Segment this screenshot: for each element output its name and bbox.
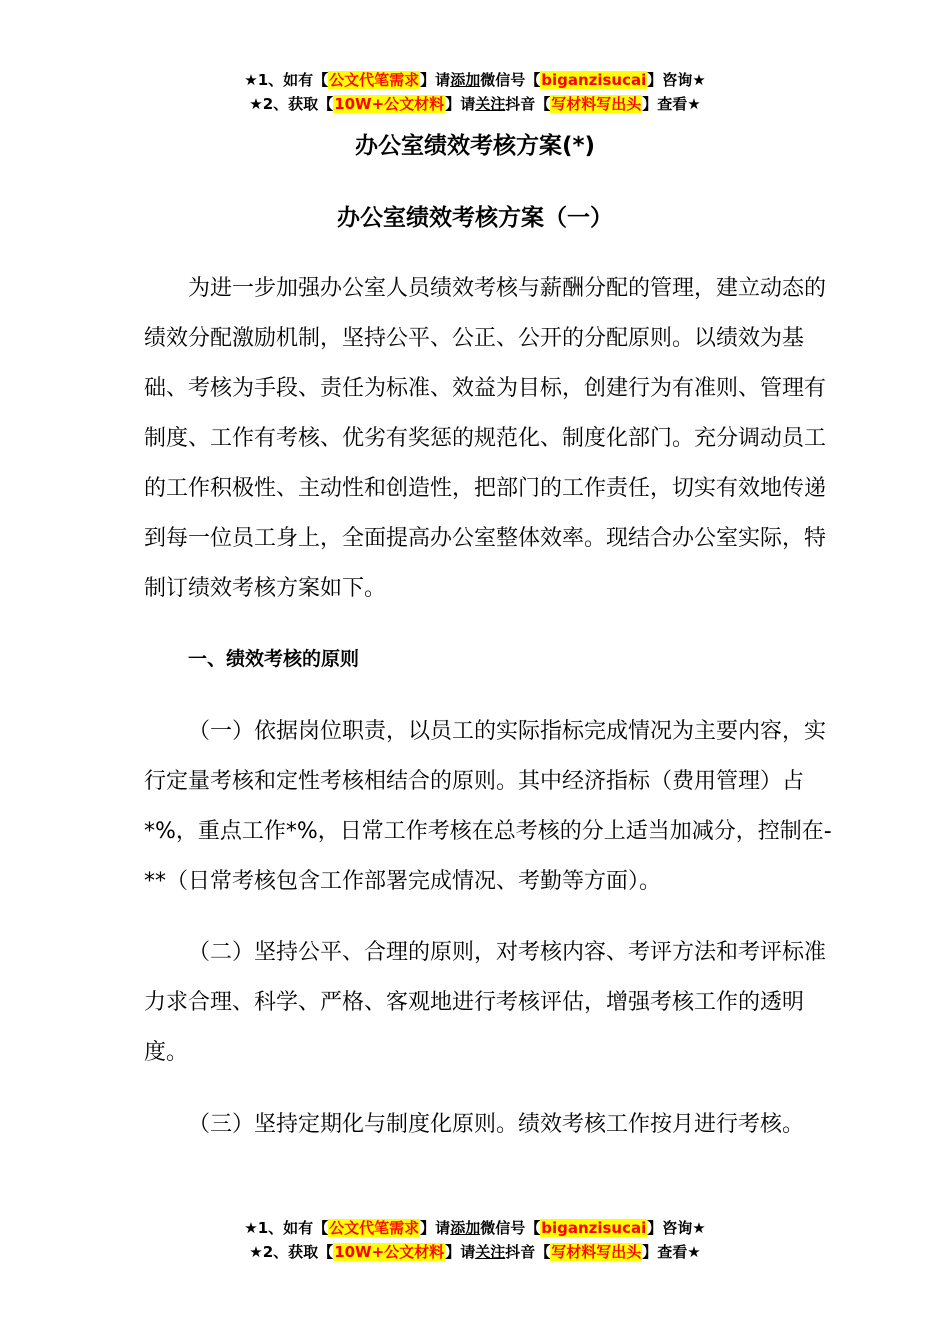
banner-text: ★2、获取【 bbox=[249, 1243, 334, 1261]
banner-line-2 bbox=[0, 1240, 950, 1264]
banner-highlight: 10W+公文材料 bbox=[334, 95, 445, 113]
document-subtitle: 办公室绩效考核方案（一） bbox=[337, 205, 613, 231]
banner-underline: 关注 bbox=[475, 95, 506, 113]
footer-banner bbox=[0, 1216, 950, 1264]
section-heading-principles: 一、绩效考核的原则 bbox=[188, 648, 360, 670]
banner-line-1 bbox=[0, 68, 950, 92]
banner-wechat-id: biganzisucai bbox=[541, 1219, 647, 1237]
banner-text: 】请 bbox=[445, 1243, 476, 1261]
banner-underline: 添加 bbox=[450, 71, 481, 89]
principle-item-3: （三）坚持定期化与制度化原则。绩效考核工作按月进行考核。 bbox=[188, 1112, 805, 1137]
banner-highlight: 10W+公文材料 bbox=[334, 1243, 445, 1261]
banner-text: 】请 bbox=[445, 95, 476, 113]
banner-highlight: 公文代笔需求 bbox=[329, 1219, 420, 1237]
banner-text: 微信号【 bbox=[480, 1219, 541, 1237]
banner-text: ★2、获取【 bbox=[249, 95, 334, 113]
header-banner bbox=[0, 68, 950, 116]
banner-text: ★1、如有【 bbox=[244, 71, 329, 89]
banner-line-2 bbox=[0, 92, 950, 116]
banner-text: 】咨询★ bbox=[647, 71, 706, 89]
banner-highlight: 公文代笔需求 bbox=[329, 71, 420, 89]
banner-text: 】查看★ bbox=[642, 1243, 701, 1261]
banner-text: 抖音【 bbox=[505, 95, 551, 113]
banner-text: 】请 bbox=[420, 71, 451, 89]
banner-text: 】请 bbox=[420, 1219, 451, 1237]
banner-text: 微信号【 bbox=[480, 71, 541, 89]
banner-line-1 bbox=[0, 1216, 950, 1240]
principle-item-2: （二）坚持公平、合理的原则，对考核内容、考评方法和考评标准力求合理、科学、严格、客观地进行考核评估，增强考核工作的透明度。 bbox=[144, 940, 827, 1065]
banner-underline: 关注 bbox=[475, 1243, 506, 1261]
banner-wechat-id: biganzisucai bbox=[541, 71, 647, 89]
intro-paragraph: 为进一步加强办公室人员绩效考核与薪酬分配的管理，建立动态的绩效分配激励机制，坚持公平、公正、公开的分配原则。以绩效为基础、考核为手段、责任为标准、效益为目标，创建行为有准则、管理有制度、工作有考核、优劣有奖惩的规范化、制度化部门。充分调动员工的工作积极性、主动性和创造性，把部门的工作责任，切实有效地传递到每一位员工身上，全面提高办公室整体效率。现结合办公室实际，特制订绩效考核方案如下。 bbox=[144, 276, 827, 601]
principle-item-1: （一）依据岗位职责，以员工的实际指标完成情况为主要内容，实行定量考核和定性考核相结合的原则。其中经济指标（费用管理）占*%，重点工作*%，日常工作考核在总考核的分上适当加减分，控制在-**（日常考核包含工作部署完成情况、考勤等方面）。 bbox=[144, 719, 832, 894]
document-title: 办公室绩效考核方案(*) bbox=[354, 133, 596, 159]
banner-douyin-id: 写材料写出头 bbox=[551, 1243, 642, 1261]
banner-text: 抖音【 bbox=[505, 1243, 551, 1261]
banner-underline: 添加 bbox=[450, 1219, 481, 1237]
banner-text: 】咨询★ bbox=[647, 1219, 706, 1237]
banner-text: ★1、如有【 bbox=[244, 1219, 329, 1237]
banner-douyin-id: 写材料写出头 bbox=[551, 95, 642, 113]
banner-text: 】查看★ bbox=[642, 95, 701, 113]
